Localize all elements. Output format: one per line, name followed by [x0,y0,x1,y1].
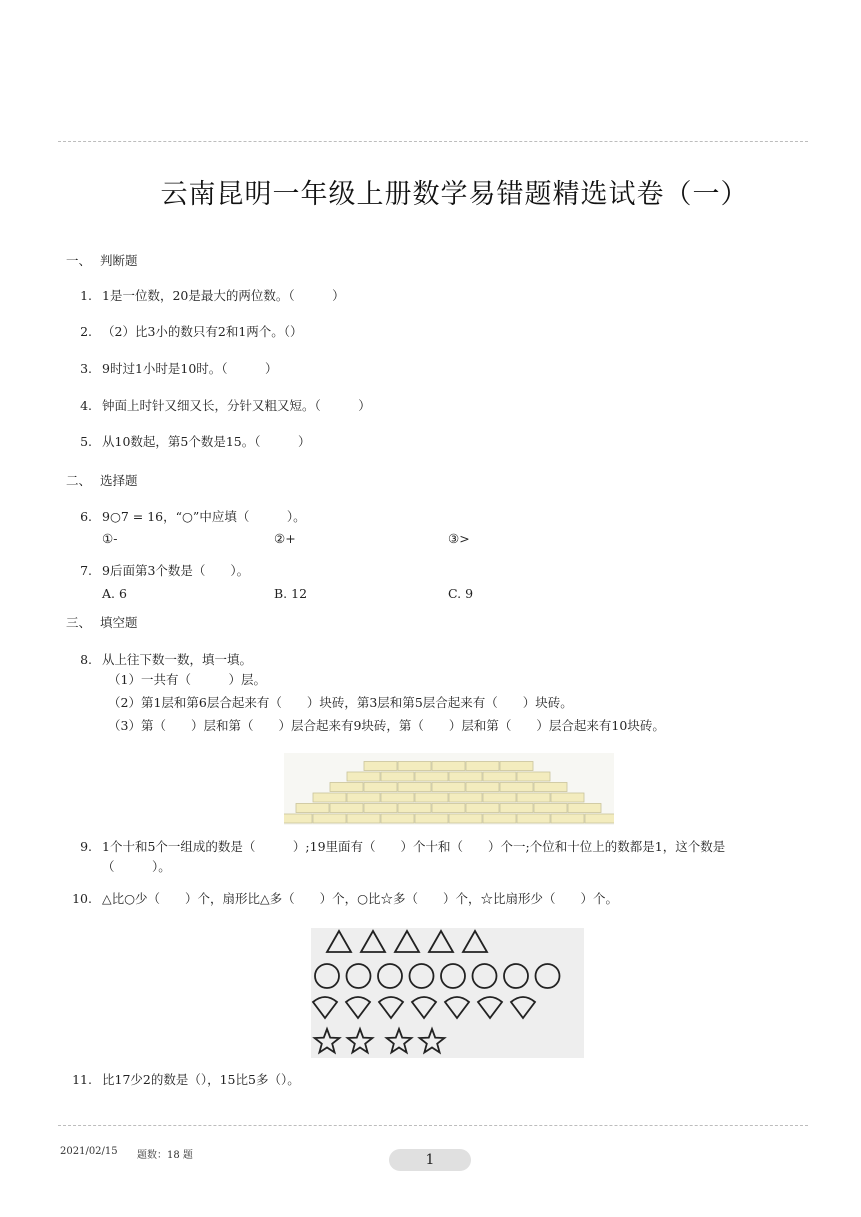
brick-pyramid-figure [284,753,614,825]
star-shape [420,1029,445,1053]
star-shape [387,1029,412,1053]
brick [517,814,550,823]
choice-option: ②+ [274,531,296,546]
fan-shape [346,997,370,1018]
brick [330,804,363,813]
brick [432,804,465,813]
circle-shape [536,964,560,988]
brick [364,783,397,792]
brick [483,814,516,823]
sub-question: （1）一共有（ ）层。 [108,672,266,687]
page-number: 1 [389,1149,471,1171]
brick [398,783,431,792]
brick [364,804,397,813]
brick [500,762,533,771]
triangle-shape [463,931,487,952]
fan-shape [412,997,436,1018]
triangle-shape [361,931,385,952]
brick [398,804,431,813]
choice-option: ①- [102,531,118,546]
brick [466,804,499,813]
circle-shape [410,964,434,988]
fan-shape [478,997,502,1018]
shapes-image [311,928,584,1058]
brick [500,804,533,813]
brick [483,793,516,802]
star-shape [348,1029,373,1053]
brick [585,814,614,823]
brick [296,804,329,813]
section-heading: 三、 填空题 [66,615,138,630]
sub-question: （2）第1层和第6层合起来有（ ）块砖，第3层和第5层合起来有（ ）块砖。 [108,695,573,710]
section-heading: 一、 判断题 [66,253,138,268]
page-title: 云南昆明一年级上册数学易错题精选试卷（一） [160,179,749,210]
bottom-divider [58,1125,808,1126]
question-item: 11. 比17少2的数是（），15比5多（）。 [72,1072,300,1087]
circle-shape [347,964,371,988]
brick [432,783,465,792]
fan-shape [445,997,469,1018]
shapes-figure [311,928,584,1058]
brick [330,783,363,792]
question-item: 2. （2）比3小的数只有2和1两个。（） [80,324,303,339]
brick [449,814,482,823]
circle-shape [378,964,402,988]
choice-option: A. 6 [102,586,127,601]
brick [347,772,380,781]
brick [551,814,584,823]
brick [313,814,346,823]
footer-question-count: 题数：18 题 [137,1150,193,1161]
brick [483,772,516,781]
choice-option: ③> [448,531,470,546]
triangle-shape [327,931,351,952]
question-item: 7. 9后面第3个数是（ ）。 [80,563,250,578]
choice-option: C. 9 [448,586,474,601]
brick [432,762,465,771]
section-heading: 二、 选择题 [66,473,138,488]
brick-pyramid-image [284,753,614,825]
brick [449,772,482,781]
brick [568,804,601,813]
brick [466,783,499,792]
question-item: 10. △比○少（ ）个，扇形比△多（ ）个，○比☆多（ ）个，☆比扇形少（ ）个。 [72,891,619,906]
fan-shape [511,997,535,1018]
question-item: 5. 从10数起，第5个数是15。（ ） [80,434,311,449]
question-item: 3. 9时过1小时是10时。（ ） [80,361,278,376]
brick [415,814,448,823]
question-item: 4. 钟面上时针又细又长，分针又粗又短。（ ） [80,398,371,413]
footer-date: 2021/02/15 [60,1146,118,1157]
brick [449,793,482,802]
brick [398,762,431,771]
brick [313,793,346,802]
question-item: 9. 1个十和5个一组成的数是（ ）;19里面有（ ）个十和（ ）个一;个位和十位上的数都是1，这个数是（ ）。 [80,839,726,874]
circle-shape [504,964,528,988]
brick [551,793,584,802]
triangle-shape [429,931,453,952]
sub-question: （3）第（ ）层和第（ ）层合起来有9块砖，第（ ）层和第（ ）层合起来有10块砖。 [108,718,665,733]
circle-shape [315,964,339,988]
choice-option: B. 12 [274,586,308,601]
star-shape [315,1029,340,1053]
brick [466,762,499,771]
brick [534,783,567,792]
brick [415,772,448,781]
brick [284,814,312,823]
brick [364,762,397,771]
top-divider [58,141,808,142]
brick [500,783,533,792]
question-item: 1. 1是一位数，20是最大的两位数。（ ） [80,288,345,303]
question-item: 6. 9○7 = 16，“○”中应填（ ）。 [80,509,306,524]
brick [534,804,567,813]
fan-shape [313,997,337,1018]
fan-shape [379,997,403,1018]
brick [381,772,414,781]
brick [347,793,380,802]
brick [381,793,414,802]
brick [415,793,448,802]
brick [517,772,550,781]
brick [347,814,380,823]
circle-shape [473,964,497,988]
circle-shape [441,964,465,988]
question-item: 8. 从上往下数一数，填一填。 [80,652,253,667]
brick [517,793,550,802]
brick [381,814,414,823]
triangle-shape [395,931,419,952]
